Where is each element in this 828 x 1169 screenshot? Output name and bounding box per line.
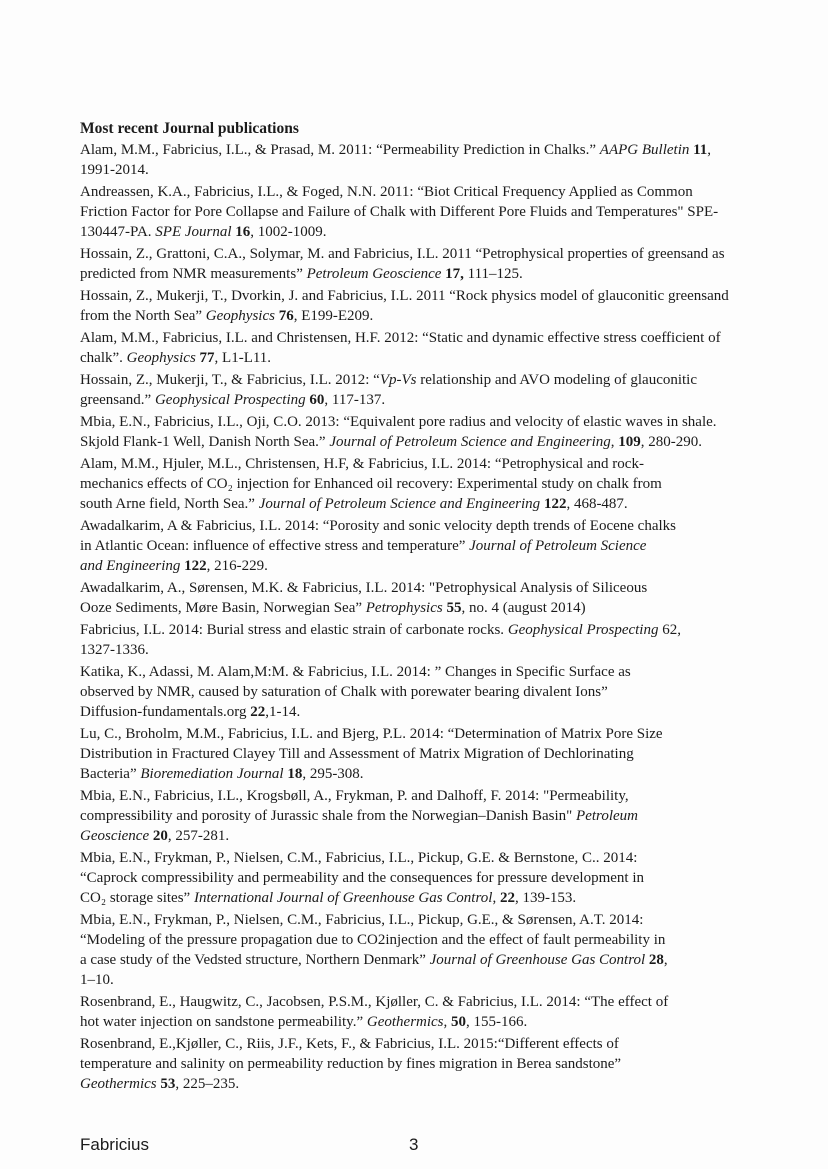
reference-text: ,1-14. — [265, 704, 301, 720]
reference-entry — [80, 992, 760, 1032]
volume-number: 11 — [693, 142, 708, 158]
reference-text: 1–10. — [80, 972, 114, 988]
reference-text: Awadalkarim, A., Sørensen, M.K. & Fabricius, I.L. 2014: "Petrophysical Analysis of Siliceous — [80, 580, 648, 596]
reference-line — [80, 264, 760, 284]
reference-text: Rosenbrand, E., Haugwitz, C., Jacobsen, P.S.M., Kjøller, C. & Fabricius, I.L. 2014: “The effect of — [80, 994, 669, 1010]
reference-line — [80, 556, 760, 576]
reference-text: Andreassen, K.A., Fabricius, I.L., & Foged, N.N. 2011: “Biot Critical Frequency Applied as Common — [80, 184, 693, 200]
reference-line — [80, 640, 760, 660]
journal-title: Geophysics — [205, 308, 275, 324]
reference-line — [80, 598, 760, 618]
reference-line — [80, 826, 760, 846]
reference-entry — [80, 370, 760, 410]
volume-number: 122 — [543, 496, 567, 512]
reference-text: , 468-487. — [566, 496, 628, 512]
reference-line — [80, 992, 760, 1012]
volume-number: 22 — [250, 704, 266, 720]
reference-text: Ooze Sediments, Møre Basin, Norwegian Sea” — [80, 600, 366, 616]
reference-text: , 117-137. — [324, 392, 386, 408]
reference-line — [80, 702, 760, 722]
reference-text: chalk”. — [80, 350, 127, 366]
reference-text: Alam, M.M., Fabricius, I.L. and Christensen, H.F. 2012: “Static and dynamic effective stress coefficient of — [80, 330, 721, 346]
reference-text: , 225–235. — [175, 1076, 240, 1092]
journal-title: Geothermics — [366, 1014, 444, 1030]
reference-entry — [80, 724, 760, 784]
reference-text: Alam, M.M., Fabricius, I.L., & Prasad, M. 2011: “Permeability Prediction in Chalks.” — [80, 142, 600, 158]
reference-entry — [80, 578, 760, 618]
reference-text: Hossain, Z., Mukerji, T., Dvorkin, J. and Fabricius, I.L. 2011 “Rock physics model of glauconitic greensand — [80, 288, 729, 304]
reference-text: 111–125. — [463, 266, 523, 282]
volume-number: 122 — [184, 558, 207, 574]
reference-text: Hossain, Z., Grattoni, C.A., Solymar, M. and Fabricius, I.L. 2011 “Petrophysical properties of greensand as — [80, 246, 725, 262]
reference-text: “Modeling of the pressure propagation due to CO2injection and the effect of fault permeability in — [80, 932, 666, 948]
reference-text: , 155-166. — [466, 1014, 528, 1030]
reference-line — [80, 140, 760, 160]
reference-line — [80, 306, 760, 326]
reference-line — [80, 160, 760, 180]
reference-entry — [80, 286, 760, 326]
reference-text: 1991-2014. — [80, 162, 149, 178]
reference-text: , — [663, 952, 668, 968]
reference-text: Alam, M.M., Hjuler, M.L., Christensen, H.F, & Fabricius, I.L. 2014: “Petrophysical and rock- — [80, 456, 644, 472]
reference-text: a case study of the Vedsted structure, Northern Denmark” — [80, 952, 430, 968]
reference-text: temperature and salinity on permeability reduction by fines migration in Berea sandstone” — [80, 1056, 622, 1072]
reference-text: hot water injection on sandstone permeability.” — [80, 1014, 367, 1030]
reference-text: mechanics effects of CO₂ injection for Enhanced oil recovery: Experimental study on chalk from — [80, 476, 662, 492]
reference-text: Awadalkarim, A & Fabricius, I.L. 2014: “Porosity and sonic velocity depth trends of Eocene chalks — [80, 518, 676, 534]
reference-text: Distribution in Fractured Clayey Till and Assessment of Matrix Migration of Dechlorinating — [80, 746, 634, 762]
reference-text: Hossain, Z., Mukerji, T., & Fabricius, I.L. 2012: “ — [80, 372, 380, 388]
reference-line — [80, 888, 760, 908]
reference-line — [80, 786, 760, 806]
reference-text: Diffusion-fundamentals.org — [80, 704, 251, 720]
reference-line — [80, 724, 760, 744]
reference-entry — [80, 328, 760, 368]
footer-author: Fabricius — [80, 1135, 149, 1154]
reference-line — [80, 494, 760, 514]
reference-text: Mbia, E.N., Fabricius, I.L., Oji, C.O. 2013: “Equivalent pore radius and velocity of elastic waves in shale. — [80, 414, 717, 430]
reference-text: , — [492, 890, 500, 906]
reference-text: , — [610, 434, 619, 450]
volume-number: 50 — [451, 1014, 467, 1030]
journal-title: Geoscience — [80, 828, 150, 844]
reference-line — [80, 222, 760, 242]
journal-title: Petroleum — [576, 808, 638, 824]
journal-title: Geophysics — [126, 350, 196, 366]
journal-title: Journal of Petroleum Science and Engineering — [258, 496, 541, 512]
reference-text: , L1-L11. — [214, 350, 272, 366]
reference-line — [80, 806, 760, 826]
reference-text: 62, — [658, 622, 681, 638]
reference-text: , 295-308. — [302, 766, 364, 782]
reference-line — [80, 744, 760, 764]
reference-text: in Atlantic Ocean: influence of effective stress and temperature” — [80, 538, 470, 554]
reference-line — [80, 432, 760, 452]
journal-title: and Engineering — [80, 558, 181, 574]
page-number: 3 — [409, 1135, 419, 1154]
reference-line — [80, 454, 760, 474]
journal-title: International Journal of Greenhouse Gas Control — [193, 890, 493, 906]
reference-text: , — [443, 1014, 452, 1030]
volume-number: 55 — [446, 600, 462, 616]
journal-title: Petroleum Geoscience — [306, 266, 442, 282]
reference-text: , — [707, 142, 712, 158]
reference-entry — [80, 662, 760, 722]
reference-text: , 216-229. — [206, 558, 268, 574]
reference-text: Skjold Flank-1 Well, Danish North Sea.” — [80, 434, 330, 450]
reference-line — [80, 910, 760, 930]
reference-text: Fabricius, I.L. 2014: Burial stress and elastic strain of carbonate rocks. — [80, 622, 508, 638]
reference-line — [80, 1034, 760, 1054]
reference-text: south Arne field, North Sea.” — [80, 496, 259, 512]
journal-title: Journal of Greenhouse Gas Control — [429, 952, 646, 968]
reference-line — [80, 1012, 760, 1032]
reference-entry — [80, 140, 760, 180]
reference-text: Mbia, E.N., Fabricius, I.L., Krogsbøll, A., Frykman, P. and Dalhoff, F. 2014: "Permeability, — [80, 788, 629, 804]
reference-text: Bacteria” — [80, 766, 141, 782]
section-heading: Most recent Journal publications — [80, 120, 299, 137]
reference-text: “Caprock compressibility and permeability and the consequences for pressure development in — [80, 870, 644, 886]
reference-line — [80, 202, 760, 222]
reference-entry — [80, 244, 760, 284]
reference-line — [80, 578, 760, 598]
volume-number: 28 — [648, 952, 664, 968]
reference-line — [80, 390, 760, 410]
reference-text: Katika, K., Adassi, M. Alam,M:M. & Fabricius, I.L. 2014: ” Changes in Specific Surface as — [80, 664, 631, 680]
volume-number: 20 — [152, 828, 168, 844]
reference-text: , 1002-1009. — [250, 224, 327, 240]
reference-line — [80, 764, 760, 784]
reference-text: 1327-1336. — [80, 642, 149, 658]
reference-line — [80, 970, 760, 990]
reference-entry — [80, 786, 760, 846]
reference-entry — [80, 1034, 760, 1094]
volume-number: 109 — [618, 434, 641, 450]
reference-entry — [80, 910, 760, 990]
reference-line — [80, 348, 760, 368]
reference-entry — [80, 454, 760, 514]
journal-title: Bioremediation Journal — [140, 766, 284, 782]
volume-number: 77 — [199, 350, 215, 366]
reference-line — [80, 516, 760, 536]
reference-line — [80, 412, 760, 432]
reference-text: 130447-PA. — [80, 224, 156, 240]
volume-number: 17, — [445, 266, 464, 282]
reference-line — [80, 286, 760, 306]
reference-line — [80, 1074, 760, 1094]
reference-line — [80, 950, 760, 970]
reference-text: relationship and AVO modeling of glauconitic — [416, 372, 698, 388]
reference-entry — [80, 516, 760, 576]
volume-number: 60 — [309, 392, 325, 408]
reference-line — [80, 328, 760, 348]
reference-text: Friction Factor for Pore Collapse and Failure of Chalk with Different Pore Fluids and Temperatures" SPE- — [80, 204, 719, 220]
reference-text: , no. 4 (august 2014) — [461, 600, 586, 616]
reference-text: , 257-281. — [167, 828, 230, 844]
reference-line — [80, 182, 760, 202]
reference-text: observed by NMR, caused by saturation of Chalk with porewater bearing divalent Ions” — [80, 684, 608, 700]
journal-title: SPE Journal — [155, 224, 232, 240]
reference-text: predicted from NMR measurements” — [80, 266, 307, 282]
journal-title: Geophysical Prospecting — [507, 622, 659, 638]
journal-title: Journal of Petroleum Science and Engineering — [329, 434, 611, 450]
reference-text: , 280-290. — [640, 434, 703, 450]
reference-line — [80, 848, 760, 868]
reference-text: , E199-E209. — [293, 308, 374, 324]
reference-text: greensand.” — [80, 392, 155, 408]
volume-number: 53 — [160, 1076, 176, 1092]
reference-line — [80, 620, 760, 640]
reference-entry — [80, 620, 760, 660]
journal-title: Journal of Petroleum Science — [469, 538, 647, 554]
reference-line — [80, 930, 760, 950]
journal-title: Geophysical Prospecting — [154, 392, 306, 408]
volume-number: 18 — [287, 766, 303, 782]
reference-line — [80, 868, 760, 888]
reference-line — [80, 370, 760, 390]
journal-title: Petrophysics — [365, 600, 443, 616]
reference-line — [80, 662, 760, 682]
reference-text: Mbia, E.N., Frykman, P., Nielsen, C.M., Fabricius, I.L., Pickup, G.E., & Sørensen, A.T. 2014: — [80, 912, 644, 928]
reference-entry — [80, 412, 760, 452]
reference-entry — [80, 182, 760, 242]
reference-line — [80, 682, 760, 702]
reference-line — [80, 474, 760, 494]
journal-title: AAPG Bulletin — [599, 142, 690, 158]
reference-text: Lu, C., Broholm, M.M., Fabricius, I.L. and Bjerg, P.L. 2014: “Determination of Matrix Pore Size — [80, 726, 663, 742]
reference-text: Mbia, E.N., Frykman, P., Nielsen, C.M., Fabricius, I.L., Pickup, G.E. & Bernstone, C.. 2014: — [80, 850, 638, 866]
reference-line — [80, 536, 760, 556]
reference-text: CO₂ storage sites” — [80, 890, 194, 906]
reference-text: from the North Sea” — [80, 308, 206, 324]
journal-title: Vp-Vs — [379, 372, 417, 388]
volume-number: 22 — [499, 890, 515, 906]
journal-title: Geothermics — [80, 1076, 157, 1092]
reference-text: , 139-153. — [514, 890, 577, 906]
reference-text: compressibility and porosity of Jurassic shale from the Norwegian–Danish Basin" — [80, 808, 577, 824]
volume-number: 16 — [235, 224, 251, 240]
reference-entry — [80, 848, 760, 908]
reference-line — [80, 244, 760, 264]
volume-number: 76 — [278, 308, 294, 324]
reference-list — [80, 140, 760, 1096]
reference-line — [80, 1054, 760, 1074]
reference-text: Rosenbrand, E.,Kjøller, C., Riis, J.F., Kets, F., & Fabricius, I.L. 2015:“Different effects of — [80, 1036, 619, 1052]
